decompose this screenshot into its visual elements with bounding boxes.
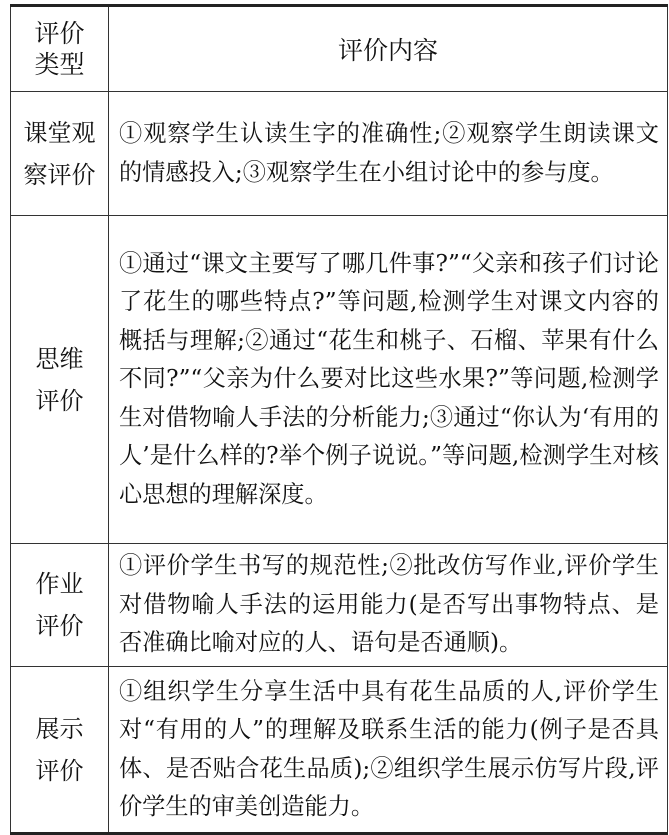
- row-type-cell: [11, 216, 109, 544]
- row-type-cell: [11, 544, 109, 667]
- row-type-line2: 察评价: [23, 160, 96, 189]
- row-type-cell: [11, 667, 109, 834]
- row-type-line1: 展示: [35, 714, 84, 743]
- row-content-cell: ①评价学生书写的规范性;②批改仿写作业,评价学生对借物喻人手法的运用能力(是否写出事物特点、是否准确比喻对应的人、语句是否通顺)。: [109, 544, 668, 667]
- row-type-line1: 作业: [35, 570, 84, 598]
- table-row: [11, 667, 668, 834]
- row-content-cell: ①通过“课文主要写了哪几件事?”“父亲和孩子们讨论了花生的哪些特点?”等问题,检测学生对课文内容的概括与理解;②通过“花生和桃子、石榴、苹果有什么不同?”“父亲为什么要对比这些水果?”等问题,检测学生对借物喻人手法的分析能力;③通过“你认为‘有用的人’是什么样的?举个例子说说。”等问题,检测学生对核心思想的理解深度。: [109, 216, 668, 544]
- header-type-line2: 类型: [34, 50, 85, 79]
- row-type-cell: [11, 92, 109, 216]
- row-content-cell: ①组织学生分享生活中具有花生品质的人,评价学生对“有用的人”的理解及联系生活的能力(例子是否具体、是否贴合花生品质);②组织学生展示仿写片段,评价学生的审美创造能力。: [109, 667, 668, 834]
- header-type-cell: [11, 6, 109, 92]
- header-type-line1: 评价: [34, 19, 85, 48]
- row-type-line2: 评价: [35, 612, 84, 640]
- evaluation-table: [10, 4, 668, 835]
- row-type-line2: 评价: [35, 386, 84, 415]
- table-header-row: [11, 6, 668, 92]
- table-row: [11, 216, 668, 544]
- row-type-line1: 思维: [35, 344, 84, 373]
- row-type-line2: 评价: [35, 756, 84, 785]
- table-row: [11, 544, 668, 667]
- header-content-cell: 评价内容: [109, 6, 668, 92]
- table-row: [11, 92, 668, 216]
- row-type-line1: 课堂观: [23, 118, 96, 147]
- row-content-cell: ①观察学生认读生字的准确性;②观察学生朗读课文的情感投入;③观察学生在小组讨论中的参与度。: [109, 92, 668, 216]
